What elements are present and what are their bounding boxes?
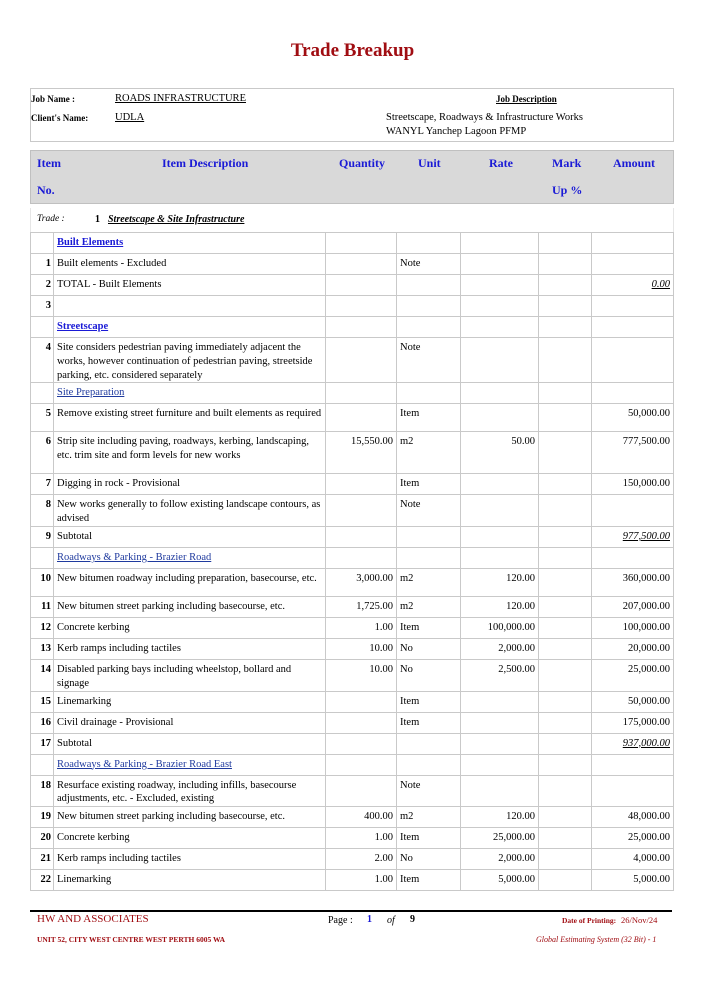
table-row	[31, 807, 674, 828]
item-unit: Item	[397, 404, 461, 432]
item-number: 17	[31, 733, 54, 754]
item-amount	[592, 775, 674, 807]
item-rate	[461, 733, 539, 754]
item-quantity: 10.00	[326, 638, 397, 659]
item-number	[31, 754, 54, 775]
item-description: Site Preparation	[54, 383, 326, 404]
item-quantity	[326, 296, 397, 317]
item-number: 20	[31, 828, 54, 849]
table-row	[31, 495, 674, 527]
item-description	[54, 296, 326, 317]
item-description: Subtotal	[54, 526, 326, 547]
item-amount	[592, 317, 674, 338]
table-row	[31, 638, 674, 659]
item-unit: m2	[397, 807, 461, 828]
item-amount: 25,000.00	[592, 828, 674, 849]
item-amount	[592, 254, 674, 275]
table-header	[30, 150, 674, 204]
item-markup	[539, 338, 592, 383]
table-row	[31, 254, 674, 275]
item-markup	[539, 296, 592, 317]
item-amount: 150,000.00	[592, 474, 674, 495]
total-amount: 0.00	[651, 279, 670, 290]
item-markup	[539, 495, 592, 527]
item-amount	[592, 383, 674, 404]
item-description: New bitumen street parking including basecourse, etc.	[54, 596, 326, 617]
item-rate	[461, 296, 539, 317]
page-title: Trade Breakup	[290, 40, 415, 61]
item-quantity	[326, 547, 397, 568]
item-number: 6	[31, 432, 54, 474]
item-number: 21	[31, 849, 54, 870]
total-pages: 9	[410, 914, 415, 925]
item-markup	[539, 775, 592, 807]
item-rate: 100,000.00	[461, 617, 539, 638]
item-markup	[539, 317, 592, 338]
item-markup	[539, 568, 592, 596]
item-markup	[539, 617, 592, 638]
col-item-no: No.	[37, 183, 55, 197]
item-amount: 100,000.00	[592, 617, 674, 638]
item-number: 14	[31, 659, 54, 691]
item-number: 16	[31, 712, 54, 733]
item-quantity	[326, 754, 397, 775]
col-unit: Unit	[418, 156, 441, 170]
client-name-value: UDLA	[115, 112, 145, 123]
item-number: 13	[31, 638, 54, 659]
item-number	[31, 317, 54, 338]
item-markup	[539, 233, 592, 254]
table-row	[31, 383, 674, 404]
item-description: Remove existing street furniture and built elements as required	[54, 404, 326, 432]
col-description: Item Description	[162, 156, 249, 170]
item-amount: 20,000.00	[592, 638, 674, 659]
item-description: Subtotal	[54, 733, 326, 754]
table-row	[31, 659, 674, 691]
trade-label: Trade :	[37, 214, 65, 224]
item-unit	[397, 317, 461, 338]
table-row	[31, 691, 674, 712]
footer-company: HW AND ASSOCIATES	[37, 913, 149, 925]
item-amount: 50,000.00	[592, 691, 674, 712]
item-number: 5	[31, 404, 54, 432]
table-row	[31, 617, 674, 638]
item-number	[31, 547, 54, 568]
table-row	[31, 712, 674, 733]
item-number: 8	[31, 495, 54, 527]
item-rate	[461, 495, 539, 527]
item-rate	[461, 775, 539, 807]
col-amount: Amount	[613, 156, 656, 170]
item-rate	[461, 275, 539, 296]
item-unit: Note	[397, 338, 461, 383]
job-description-line2: WANYL Yanchep Lagoon PFMP	[386, 126, 527, 137]
item-number: 12	[31, 617, 54, 638]
item-quantity	[326, 275, 397, 296]
item-quantity: 1.00	[326, 617, 397, 638]
item-amount: 25,000.00	[592, 659, 674, 691]
item-amount	[592, 296, 674, 317]
item-markup	[539, 754, 592, 775]
item-number: 3	[31, 296, 54, 317]
item-description: Concrete kerbing	[54, 617, 326, 638]
item-markup	[539, 849, 592, 870]
item-quantity: 3,000.00	[326, 568, 397, 596]
item-amount: 777,500.00	[592, 432, 674, 474]
item-description: Digging in rock - Provisional	[54, 474, 326, 495]
item-markup	[539, 596, 592, 617]
item-quantity	[326, 495, 397, 527]
job-description-label: Job Description	[496, 94, 557, 104]
col-mark: Mark	[552, 156, 582, 170]
item-amount: 50,000.00	[592, 404, 674, 432]
item-number: 11	[31, 596, 54, 617]
table-row	[31, 754, 674, 775]
item-markup	[539, 383, 592, 404]
item-quantity: 1,725.00	[326, 596, 397, 617]
total-amount: 977,500.00	[622, 530, 670, 542]
item-amount	[592, 733, 674, 754]
item-amount	[592, 233, 674, 254]
job-name-label: Job Name :	[31, 94, 75, 104]
item-quantity	[326, 317, 397, 338]
item-markup	[539, 638, 592, 659]
item-unit: Item	[397, 617, 461, 638]
item-unit: No	[397, 659, 461, 691]
item-unit	[397, 754, 461, 775]
item-description: Site considers pedestrian paving immediately adjacent the works, however continuation of pedestrian paving, streetside parking, etc. considered separately	[54, 338, 326, 383]
item-unit	[397, 526, 461, 547]
item-amount	[592, 526, 674, 547]
date-of-printing-label: Date of Printing:	[562, 916, 617, 925]
table-row	[31, 233, 674, 254]
item-unit: Note	[397, 775, 461, 807]
item-number	[31, 233, 54, 254]
page-of-label: of	[387, 915, 395, 926]
item-quantity	[326, 712, 397, 733]
table-row	[31, 296, 674, 317]
item-rate: 120.00	[461, 596, 539, 617]
item-markup	[539, 547, 592, 568]
item-markup	[539, 432, 592, 474]
item-unit: Note	[397, 254, 461, 275]
item-description: Kerb ramps including tactiles	[54, 638, 326, 659]
table-row	[31, 432, 674, 474]
table-row	[31, 733, 674, 754]
item-description: New works generally to follow existing landscape contours, as advised	[54, 495, 326, 527]
item-quantity: 10.00	[326, 659, 397, 691]
item-description: Linemarking	[54, 691, 326, 712]
item-quantity	[326, 526, 397, 547]
item-unit: m2	[397, 432, 461, 474]
item-quantity	[326, 691, 397, 712]
item-rate	[461, 254, 539, 275]
table-row	[31, 828, 674, 849]
item-quantity: 2.00	[326, 849, 397, 870]
item-amount: 4,000.00	[592, 849, 674, 870]
table-row	[31, 547, 674, 568]
item-description: Disabled parking bays including wheelstop, bollard and signage	[54, 659, 326, 691]
page-label: Page :	[328, 915, 353, 926]
item-number: 7	[31, 474, 54, 495]
footer-address: UNIT 52, CITY WEST CENTRE WEST PERTH 6005 WA	[37, 935, 226, 944]
item-amount	[592, 338, 674, 383]
item-number: 2	[31, 275, 54, 296]
footer-divider	[30, 910, 672, 912]
col-up: Up %	[552, 183, 583, 197]
item-quantity	[326, 775, 397, 807]
item-markup	[539, 275, 592, 296]
item-number: 18	[31, 775, 54, 807]
item-rate: 2,500.00	[461, 659, 539, 691]
item-rate	[461, 383, 539, 404]
item-unit: Note	[397, 495, 461, 527]
item-rate: 2,000.00	[461, 849, 539, 870]
table-row	[31, 775, 674, 807]
item-description: Streetscape	[54, 317, 326, 338]
item-number: 1	[31, 254, 54, 275]
item-amount	[592, 547, 674, 568]
item-quantity	[326, 233, 397, 254]
item-number: 9	[31, 526, 54, 547]
item-quantity	[326, 404, 397, 432]
item-number: 4	[31, 338, 54, 383]
item-rate	[461, 526, 539, 547]
page-number: 1	[367, 914, 372, 925]
item-description: Built elements - Excluded	[54, 254, 326, 275]
table-row	[31, 338, 674, 383]
table-row	[31, 849, 674, 870]
item-amount: 207,000.00	[592, 596, 674, 617]
item-rate: 2,000.00	[461, 638, 539, 659]
item-number: 10	[31, 568, 54, 596]
item-quantity: 1.00	[326, 870, 397, 891]
item-number: 19	[31, 807, 54, 828]
item-description: Roadways & Parking - Brazier Road	[54, 547, 326, 568]
item-rate: 120.00	[461, 807, 539, 828]
client-name-label: Client's Name:	[31, 113, 89, 123]
item-description: Built Elements	[54, 233, 326, 254]
item-unit: No	[397, 638, 461, 659]
trade-number: 1	[95, 214, 100, 225]
item-rate	[461, 233, 539, 254]
item-unit: m2	[397, 596, 461, 617]
item-rate	[461, 317, 539, 338]
item-rate	[461, 712, 539, 733]
item-rate	[461, 754, 539, 775]
item-rate	[461, 338, 539, 383]
item-quantity: 15,550.00	[326, 432, 397, 474]
table-row	[31, 404, 674, 432]
item-rate	[461, 691, 539, 712]
item-markup	[539, 712, 592, 733]
item-unit: No	[397, 849, 461, 870]
item-description: Strip site including paving, roadways, kerbing, landscaping, etc. trim site and form levels for new works	[54, 432, 326, 474]
item-quantity	[326, 338, 397, 383]
item-amount	[592, 495, 674, 527]
item-markup	[539, 526, 592, 547]
item-rate	[461, 547, 539, 568]
item-unit	[397, 383, 461, 404]
total-amount: 937,000.00	[622, 737, 670, 749]
item-rate: 50.00	[461, 432, 539, 474]
item-description: Resurface existing roadway, including infills, basecourse adjustments, etc. - Excluded, existing	[54, 775, 326, 807]
item-rate	[461, 474, 539, 495]
item-unit: Item	[397, 870, 461, 891]
table-row	[31, 870, 674, 891]
item-amount: 5,000.00	[592, 870, 674, 891]
item-description: Civil drainage - Provisional	[54, 712, 326, 733]
table-row	[31, 526, 674, 547]
trade-name: Streetscape & Site Infrastructure	[108, 214, 245, 225]
item-markup	[539, 828, 592, 849]
item-amount: 360,000.00	[592, 568, 674, 596]
table-row	[31, 474, 674, 495]
item-markup	[539, 807, 592, 828]
item-description: Linemarking	[54, 870, 326, 891]
item-markup	[539, 733, 592, 754]
job-description-line1: Streetscape, Roadways & Infrastructure Works	[386, 112, 583, 123]
job-name-value: ROADS INFRASTRUCTURE	[115, 93, 246, 104]
item-quantity	[326, 254, 397, 275]
item-amount: 175,000.00	[592, 712, 674, 733]
item-unit: Item	[397, 828, 461, 849]
item-number: 22	[31, 870, 54, 891]
table-row	[31, 568, 674, 596]
item-unit	[397, 733, 461, 754]
item-quantity	[326, 733, 397, 754]
item-quantity	[326, 474, 397, 495]
item-amount	[592, 754, 674, 775]
col-rate: Rate	[489, 156, 513, 170]
table-row	[31, 317, 674, 338]
job-info-panel	[30, 88, 674, 142]
item-quantity: 400.00	[326, 807, 397, 828]
item-description: Roadways & Parking - Brazier Road East	[54, 754, 326, 775]
col-quantity: Quantity	[339, 156, 386, 170]
table-row	[31, 596, 674, 617]
col-item: Item	[37, 156, 61, 170]
item-markup	[539, 474, 592, 495]
date-of-printing: 26/Nov/24	[621, 915, 658, 925]
table-row	[31, 275, 674, 296]
item-markup	[539, 254, 592, 275]
item-description: New bitumen roadway including preparation, basecourse, etc.	[54, 568, 326, 596]
item-rate	[461, 404, 539, 432]
item-rate: 5,000.00	[461, 870, 539, 891]
item-rate: 25,000.00	[461, 828, 539, 849]
item-markup	[539, 870, 592, 891]
item-markup	[539, 691, 592, 712]
item-unit: Item	[397, 691, 461, 712]
item-description: Concrete kerbing	[54, 828, 326, 849]
item-rate: 120.00	[461, 568, 539, 596]
trade-heading	[30, 208, 674, 232]
item-quantity: 1.00	[326, 828, 397, 849]
item-number: 15	[31, 691, 54, 712]
item-description: TOTAL - Built Elements	[54, 275, 326, 296]
item-unit	[397, 233, 461, 254]
item-amount: 48,000.00	[592, 807, 674, 828]
item-unit: Item	[397, 474, 461, 495]
item-unit	[397, 275, 461, 296]
item-markup	[539, 659, 592, 691]
item-unit: Item	[397, 712, 461, 733]
item-amount	[592, 275, 674, 296]
items-table	[30, 232, 674, 891]
item-unit	[397, 547, 461, 568]
item-quantity	[326, 383, 397, 404]
footer-system: Global Estimating System (32 Bit) - 1	[536, 935, 657, 944]
item-unit: m2	[397, 568, 461, 596]
item-unit	[397, 296, 461, 317]
item-number	[31, 383, 54, 404]
item-markup	[539, 404, 592, 432]
item-description: Kerb ramps including tactiles	[54, 849, 326, 870]
item-description: New bitumen street parking including basecourse, etc.	[54, 807, 326, 828]
